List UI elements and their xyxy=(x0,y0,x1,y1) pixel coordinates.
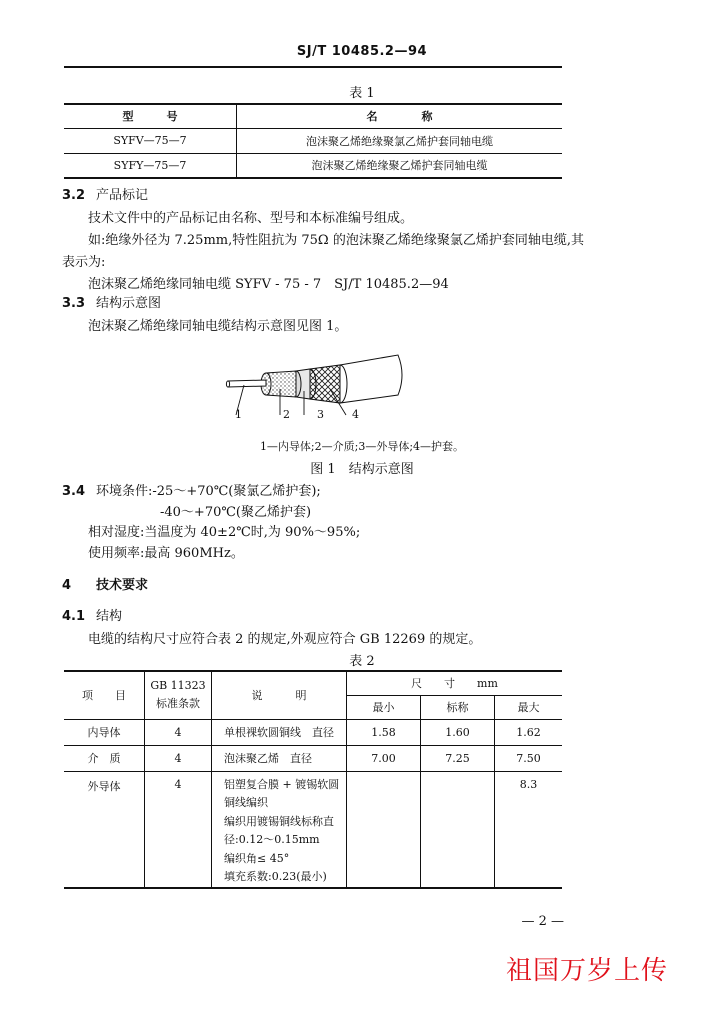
table2-header-gb-code: GB 11323 xyxy=(150,679,206,693)
table2-caption: 表 2 xyxy=(349,654,375,669)
table2-max: 8.3 xyxy=(519,777,538,791)
table2-desc-line: 编织角≤ 45° xyxy=(224,851,290,865)
table2-desc-line: 径:0.12～0.15mm xyxy=(224,833,320,846)
table2-header-gb xyxy=(145,671,212,719)
table2-desc: 泡沫聚乙烯 直径 xyxy=(212,745,347,771)
table2-min: 7.00 xyxy=(347,745,421,771)
section-4-1-heading xyxy=(62,605,122,624)
table2-gb: 4 xyxy=(145,771,212,888)
table2-header-size: 尺 寸 mm xyxy=(347,671,563,695)
paragraph: 泡沫聚乙烯绝缘同轴电缆结构示意图见图 1。 xyxy=(88,319,348,334)
section-number: 3.2 xyxy=(62,188,86,203)
table2-desc-line: 铜线编织 xyxy=(224,796,268,809)
table2-header-row xyxy=(64,671,562,695)
table2-header-item: 项 目 xyxy=(64,671,145,719)
cable-structure-figure xyxy=(220,345,410,435)
table1 xyxy=(64,103,562,179)
table1-header-row xyxy=(64,104,562,128)
table2-item: 外导体 xyxy=(64,771,145,888)
figure-label: 4 xyxy=(352,408,359,421)
paragraph: 使用频率:最高 960MHz。 xyxy=(88,546,244,561)
table2-nom xyxy=(421,771,495,888)
table1-header-model: 型 号 xyxy=(64,104,237,128)
paragraph: 电缆的结构尺寸应符合表 2 的规定,外观应符合 GB 12269 的规定。 xyxy=(88,632,482,647)
section-4-heading xyxy=(62,574,148,593)
table1-caption: 表 1 xyxy=(349,86,375,101)
section-number: 3.4 xyxy=(62,484,86,499)
table2-item: 内导体 xyxy=(64,719,145,745)
upload-stamp: 祖国万岁上传 xyxy=(506,956,669,986)
table2-gb: 4 xyxy=(145,719,212,745)
table2-min xyxy=(347,771,421,888)
table2-desc: 单根裸软圆铜线 直径 xyxy=(212,719,347,745)
table2-desc-line: 填充系数:0.23(最小) xyxy=(224,870,327,883)
inner-conductor xyxy=(228,380,266,387)
table1-cable-name: 泡沫聚乙烯绝缘聚氯乙烯护套同轴电缆 xyxy=(306,134,493,148)
paragraph: 表示为: xyxy=(62,255,106,270)
table2-header-desc: 说 明 xyxy=(212,671,347,719)
paragraph: 技术文件中的产品标记由名称、型号和本标准编号组成。 xyxy=(88,211,414,226)
table2-header-min: 最小 xyxy=(347,695,421,719)
table2-min: 1.58 xyxy=(347,719,421,745)
table2-nom: 1.60 xyxy=(421,719,495,745)
table2-row xyxy=(64,745,562,771)
table2-row xyxy=(64,719,562,745)
table1-header-name: 名 称 xyxy=(366,110,433,124)
figure-caption: 图 1 结构示意图 xyxy=(310,462,414,477)
page-number: — 2 — xyxy=(521,914,564,929)
table2-nom: 7.25 xyxy=(421,745,495,771)
table2-desc xyxy=(212,771,347,888)
section-number: 4.1 xyxy=(62,609,86,624)
section-title: 产品标记 xyxy=(96,188,149,203)
table1-cable-name: 泡沫聚乙烯绝缘聚乙烯护套同轴电缆 xyxy=(311,159,488,173)
table1-row xyxy=(64,153,562,178)
table2-desc-line: 铝塑复合膜 + 镀锡软圆 xyxy=(224,777,340,791)
section-3-3-heading xyxy=(62,292,161,311)
section-title: 技术要求 xyxy=(96,578,149,593)
table1-model: SYFV—75—7 xyxy=(64,128,237,153)
jacket-layer xyxy=(340,355,402,403)
figure-legend: 1—内导体;2—介质;3—外导体;4—护套。 xyxy=(259,440,465,453)
table2-header-nom: 标称 xyxy=(421,695,495,719)
page-header: SJ/T 10485.2—94 xyxy=(296,44,428,59)
figure-label: 1 xyxy=(235,408,242,421)
section-3-2-heading xyxy=(62,184,148,203)
section-title: 结构 xyxy=(96,609,123,624)
table2-gb: 4 xyxy=(145,745,212,771)
table2-max: 1.62 xyxy=(495,719,563,745)
table2-item: 介 质 xyxy=(64,745,145,771)
table2-max: 7.50 xyxy=(495,745,563,771)
section-number: 4 xyxy=(62,578,72,593)
paragraph: 如:绝缘外径为 7.25mm,特性阻抗为 75Ω 的泡沫聚乙烯绝缘聚氯乙烯护套同轴电缆,其 xyxy=(88,233,584,248)
table2-header-max: 最大 xyxy=(495,695,563,719)
section-number: 3.3 xyxy=(62,296,86,311)
table1-model: SYFY—75—7 xyxy=(64,153,237,178)
paragraph: 泡沫聚乙烯绝缘同轴电缆 SYFV - 75 - 7 SJ/T 10485.2—94 xyxy=(88,277,449,292)
table2-row xyxy=(64,771,562,888)
table1-row xyxy=(64,128,562,153)
paragraph: 环境条件:-25～+70℃(聚氯乙烯护套); xyxy=(96,484,321,499)
section-3-4-heading xyxy=(62,480,321,499)
figure-label: 2 xyxy=(283,408,290,421)
header-rule xyxy=(64,66,562,68)
table2 xyxy=(64,670,562,889)
figure-label: 3 xyxy=(317,408,324,421)
section-title: 结构示意图 xyxy=(96,296,162,311)
paragraph: -40～+70℃(聚乙烯护套) xyxy=(160,505,312,520)
table2-header-gb-clause: 标准条款 xyxy=(156,697,200,711)
paragraph: 相对湿度:当温度为 40±2℃时,为 90%～95%; xyxy=(88,525,361,540)
table2-desc-line: 编织用镀锡铜线标称直 xyxy=(224,814,334,828)
